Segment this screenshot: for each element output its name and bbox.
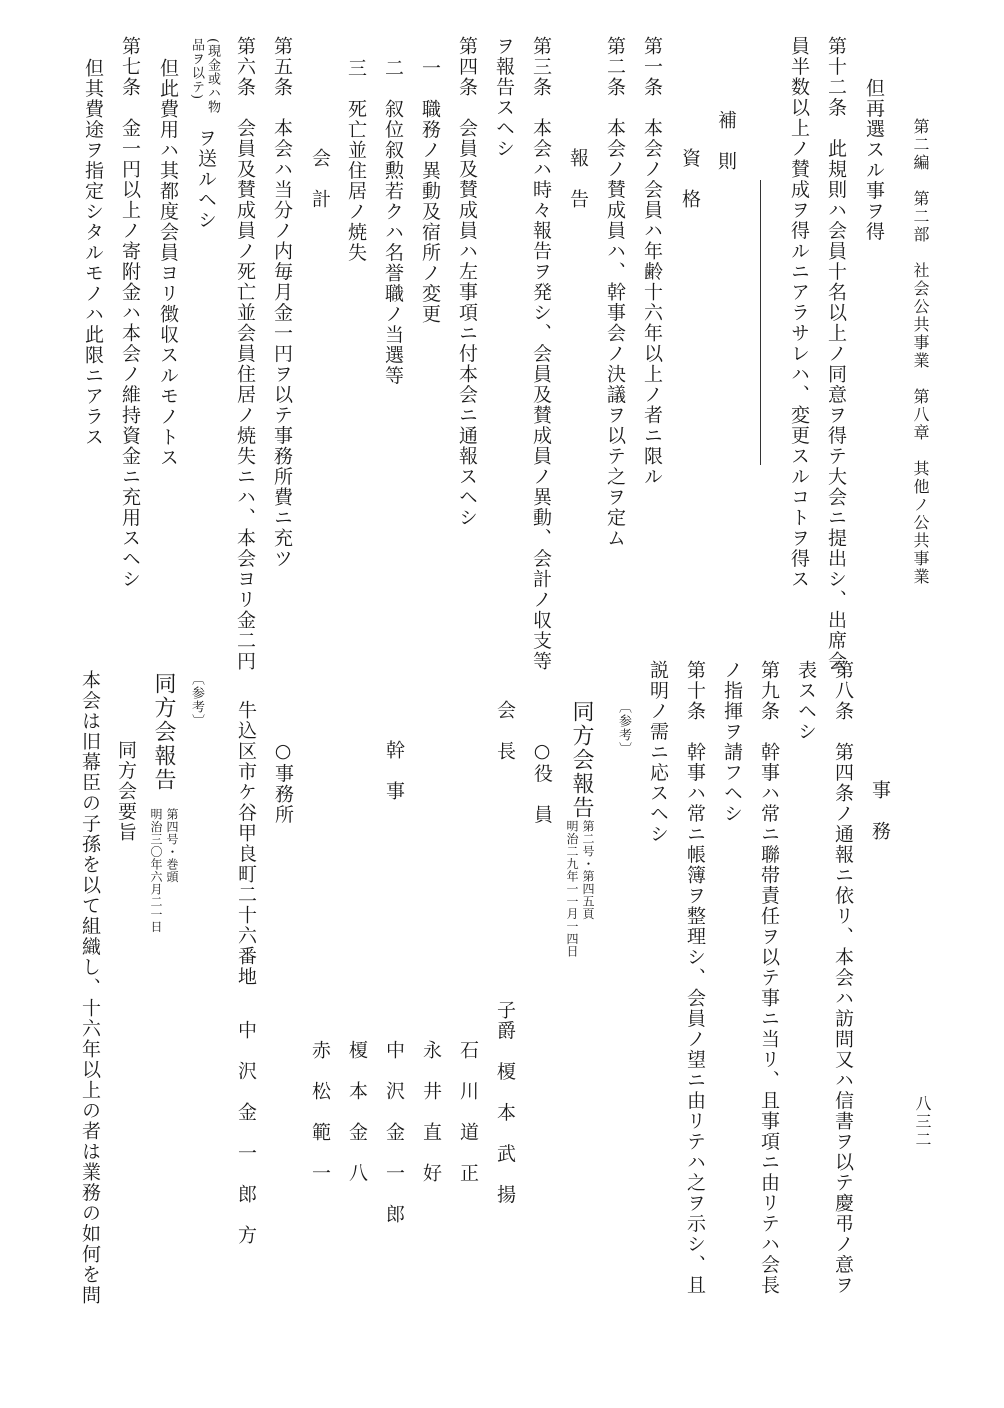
article-4: 第四条 会員及賛成員ハ左事項ニ付本会ニ通報スヘシ [456,36,478,528]
article-2: 第二条 本会ノ賛成員ハ、幹事会ノ決議ヲ以テ之ヲ定ム [604,36,626,549]
office-heading: ○事務所 [272,740,294,825]
office-contact: 中 沢 金 一 郎 方 [235,1020,257,1246]
source-issue: 第二号・第四五頁 [581,820,595,920]
officer-name: 榎 本 金 八 [346,1040,368,1184]
article-1: 第一条 本会ノ会員ハ年齢十六年以上ノ者ニ限ル [641,36,663,487]
summary-heading: 同方会要旨 [115,740,137,843]
article-9: 第九条 幹事ハ常ニ聯帯責任ヲ以テ事ニ当リ、且事項ニ由リテハ会長 [758,660,780,1296]
officer-name: 赤 松 範 一 [309,1040,331,1184]
article-10: 第十条 幹事ハ常ニ帳簿ヲ整理シ、会員ノ望ニ由リテハ之ヲ示シ、且 [684,660,706,1296]
officers-heading: ○役 員 [531,740,553,825]
officer-name: 子爵 榎 本 武 揚 [494,1000,516,1205]
source-title: 同方会報告 [151,672,176,792]
role-label: 幹 事 [383,740,405,802]
inline-note: (現金或ハ物 [205,38,220,115]
section-heading-accounting: 会 計 [309,148,331,210]
office-address: 牛込区市ケ谷甲良町二十六番地 [235,700,257,987]
article-8: 第八条 第四条ノ通報ニ依リ、本会ハ訪問又ハ信書ヲ以テ慶弔ノ意ヲ [832,660,854,1296]
text-column: 員半数以上ノ賛成ヲ得ルニアラサレハ、変更スルコトヲ得ス [788,36,810,590]
text-column: 表スヘシ [795,660,817,742]
list-item: 一 職務ノ異動及宿所ノ変更 [419,58,441,325]
section-heading-qualification: 資 格 [679,148,701,210]
text-column: 説明ノ需ニ応スヘシ [647,660,669,845]
article-3: 第三条 本会ハ時々報告ヲ発シ、会員及賛成員ノ異動、会計ノ収支等 [530,36,552,672]
text-column: ヲ報告スヘシ [493,36,515,159]
article-7: 第七条 金一円以上ノ寄附金ハ本会ノ維持資金ニ充用スヘシ [119,36,141,590]
proviso: 但其費途ヲ指定シタルモノハ此限ニアラス [82,58,104,448]
page-number: 八三二 [913,1095,932,1149]
source-date: 明治三〇年六月二一日 [149,808,163,933]
text-column: ヲ送ルヘシ [195,128,217,231]
text-column: ノ指揮ヲ請フヘシ [721,660,743,824]
article-12: 第十二条 此規則ハ会員十名以上ノ同意ヲ得テ大会ニ提出シ、出席会 [825,36,847,672]
officer-name: 中 沢 金 一 郎 [383,1040,405,1225]
section-heading-supplement: 補 則 [715,110,737,172]
inline-note: 品ヲ以テ) [189,38,204,101]
reference-label: 〔参考〕 [616,700,631,756]
section-heading-affairs: 事 務 [869,780,891,842]
officer-name: 石 川 道 正 [457,1040,479,1184]
source-issue: 第四号・巻頭 [165,808,179,883]
article-6: 第六条 会員及賛成員ノ死亡並会員住居ノ焼失ニハ、本会ヨリ金二円 [234,36,256,672]
officer-name: 永 井 直 好 [420,1040,442,1184]
reference-label: 〔参考〕 [189,672,204,728]
section-heading-report: 報 告 [567,148,589,210]
proviso: 但此費用ハ其都度会員ヨリ徴収スルモノトス [157,58,179,468]
source-date: 明治二九年一一月一四日 [565,820,579,958]
list-item: 二 叙位叙勲若クハ名誉職ノ当選等 [382,58,404,386]
list-item: 三 死亡並住居ノ焼失 [345,58,367,263]
text-column: 但再選スル事ヲ得 [863,78,885,242]
running-header: 第二編 第二部 社会公共事業 第八章 其他ノ公共事業 [911,118,930,586]
role-label: 会 長 [494,700,516,762]
section-divider [760,180,761,465]
source-title: 同方会報告 [569,700,594,820]
text-column: 本会は旧幕臣の子孫を以て組織し、十六年以上の者は業務の如何を問 [79,670,101,1306]
article-5: 第五条 本会ハ当分ノ内毎月金一円ヲ以テ事務所費ニ充ツ [271,36,293,569]
